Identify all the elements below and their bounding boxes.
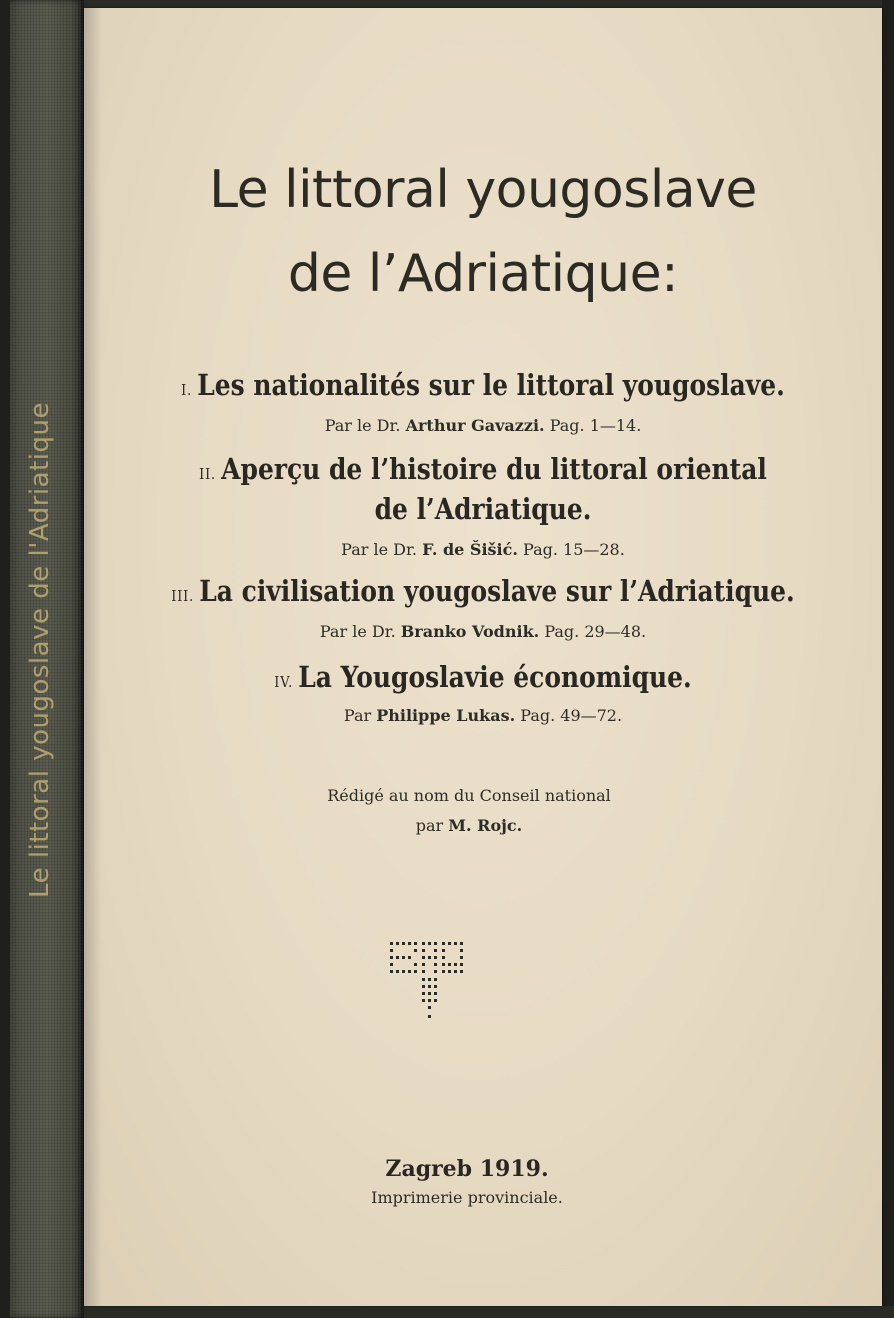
section-4-numeral: IV. — [274, 673, 294, 691]
section-4-pages: Pag. 49—72. — [520, 706, 623, 725]
imprint-printer: Imprimerie provinciale. — [371, 1188, 563, 1207]
imprint-place-year: Zagreb 1919. — [385, 1156, 549, 1182]
section-3-title — [140, 574, 826, 608]
page-right-edge — [882, 0, 894, 1318]
printers-mark-icon — [388, 940, 468, 1030]
spine-title: Le littoral yougoslave de l'Adriatique — [25, 402, 55, 898]
section-3-byline — [84, 622, 882, 641]
title-page — [84, 8, 882, 1306]
section-1-by-prefix: Par le Dr. — [324, 416, 401, 435]
editor-name: M. Rojc. — [448, 816, 523, 835]
section-2-numeral: II. — [199, 465, 217, 483]
section-1-title — [140, 368, 826, 402]
section-2-byline — [84, 540, 882, 559]
spine-edge — [0, 0, 10, 1318]
section-2-title — [140, 452, 826, 486]
main-title-line-2: de l’Adriatique: — [287, 244, 679, 304]
section-2-by-prefix: Par le Dr. — [341, 540, 417, 559]
section-4-title-text: La Yougoslavie économique. — [298, 660, 692, 694]
section-4-by-prefix: Par — [343, 706, 372, 725]
section-4-title — [140, 660, 826, 694]
section-4-byline — [84, 706, 882, 725]
section-3-pages: Pag. 29—48. — [544, 622, 647, 641]
section-4-author: Philippe Lukas. — [376, 706, 516, 725]
editor-line-2 — [70, 816, 868, 835]
section-3-by-prefix: Par le Dr. — [319, 622, 396, 641]
section-1-title-text: Les nationalités sur le littoral yougoslave. — [197, 368, 785, 402]
section-2-title-line-2: de l’Adriatique. — [374, 492, 592, 526]
editor-prefix: par — [415, 816, 444, 835]
book-spine — [0, 0, 84, 1318]
section-3-numeral: III. — [171, 587, 195, 605]
page-top-edge — [84, 0, 894, 8]
section-2-title-text: Aperçu de l’histoire du littoral oriental — [221, 452, 767, 486]
section-1-pages: Pag. 1—14. — [549, 416, 642, 435]
section-3-title-text: La civilisation yougoslave sur l’Adriatique. — [199, 574, 795, 608]
page-bottom-edge — [84, 1306, 894, 1318]
section-2-author: F. de Šišić. — [422, 540, 518, 559]
section-3-author: Branko Vodnik. — [400, 622, 540, 641]
main-title-line-1: Le littoral yougoslave — [209, 160, 757, 220]
section-1-byline — [84, 416, 882, 435]
section-2-pages: Pag. 15—28. — [523, 540, 625, 559]
editor-line-1: Rédigé au nom du Conseil national — [327, 786, 611, 805]
section-1-author: Arthur Gavazzi. — [405, 416, 545, 435]
section-1-numeral: I. — [181, 381, 193, 399]
